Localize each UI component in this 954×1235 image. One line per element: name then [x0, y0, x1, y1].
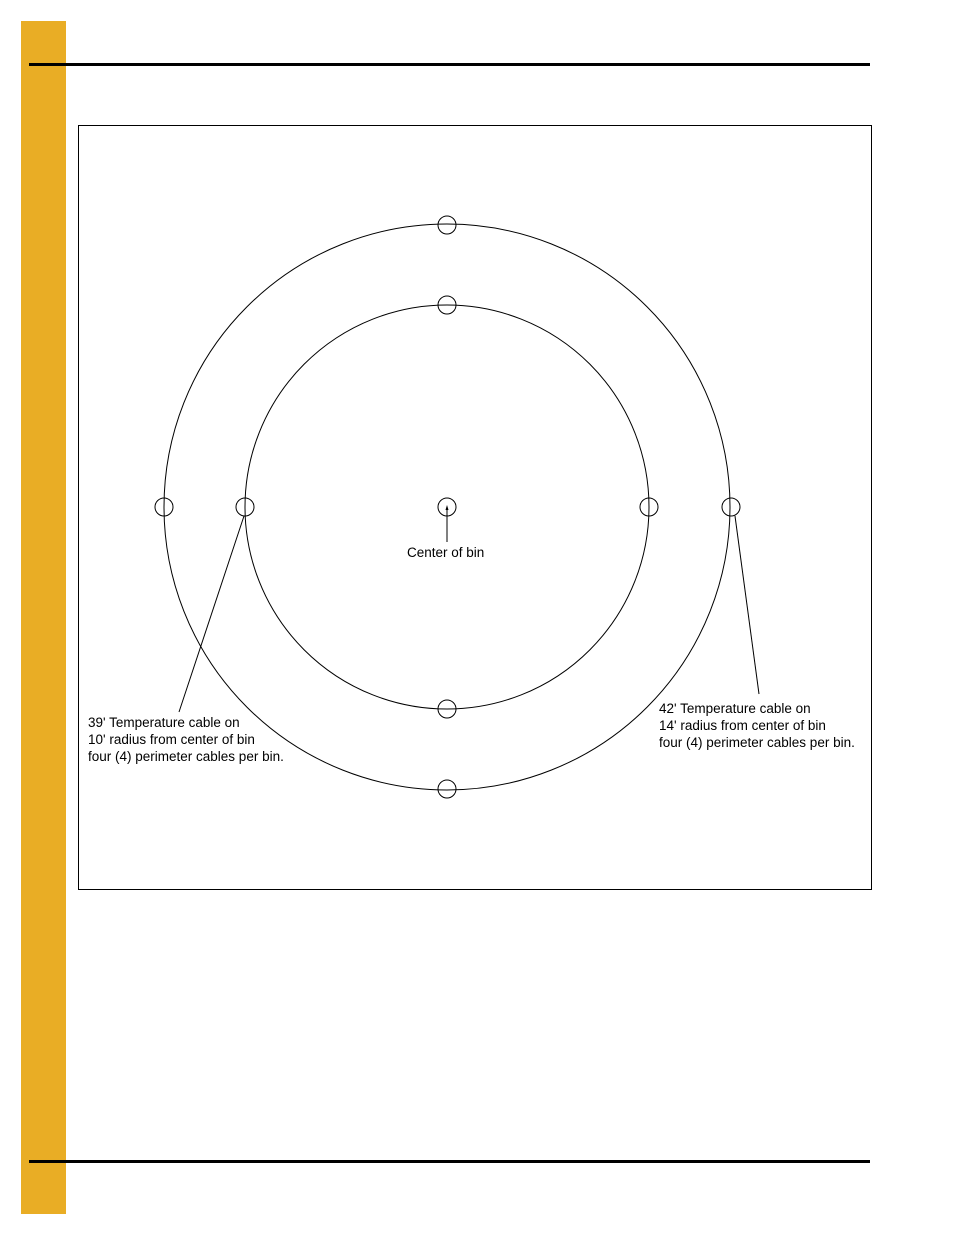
outer-callout-line-2: 14' radius from center of bin [659, 718, 826, 733]
inner-callout-line-3: four (4) perimeter cables per bin. [88, 749, 284, 764]
inner-ring-callout [88, 714, 284, 765]
center-arrowhead [446, 505, 449, 510]
outer-callout-line-3: four (4) perimeter cables per bin. [659, 735, 855, 750]
outer-cable-marker-right [722, 498, 740, 516]
inner-callout-leader-line [179, 516, 244, 712]
inner-callout-line-2: 10' radius from center of bin [88, 732, 255, 747]
outer-cable-marker-top [438, 216, 456, 234]
center-of-bin-label: Center of bin [407, 545, 485, 560]
outer-ring-callout [659, 700, 855, 751]
outer-callout-line-1: 42' Temperature cable on [659, 701, 811, 716]
outer-cable-marker-bottom [438, 780, 456, 798]
inner-callout-line-1: 39' Temperature cable on [88, 715, 240, 730]
outer-callout-leader-line [735, 516, 759, 694]
